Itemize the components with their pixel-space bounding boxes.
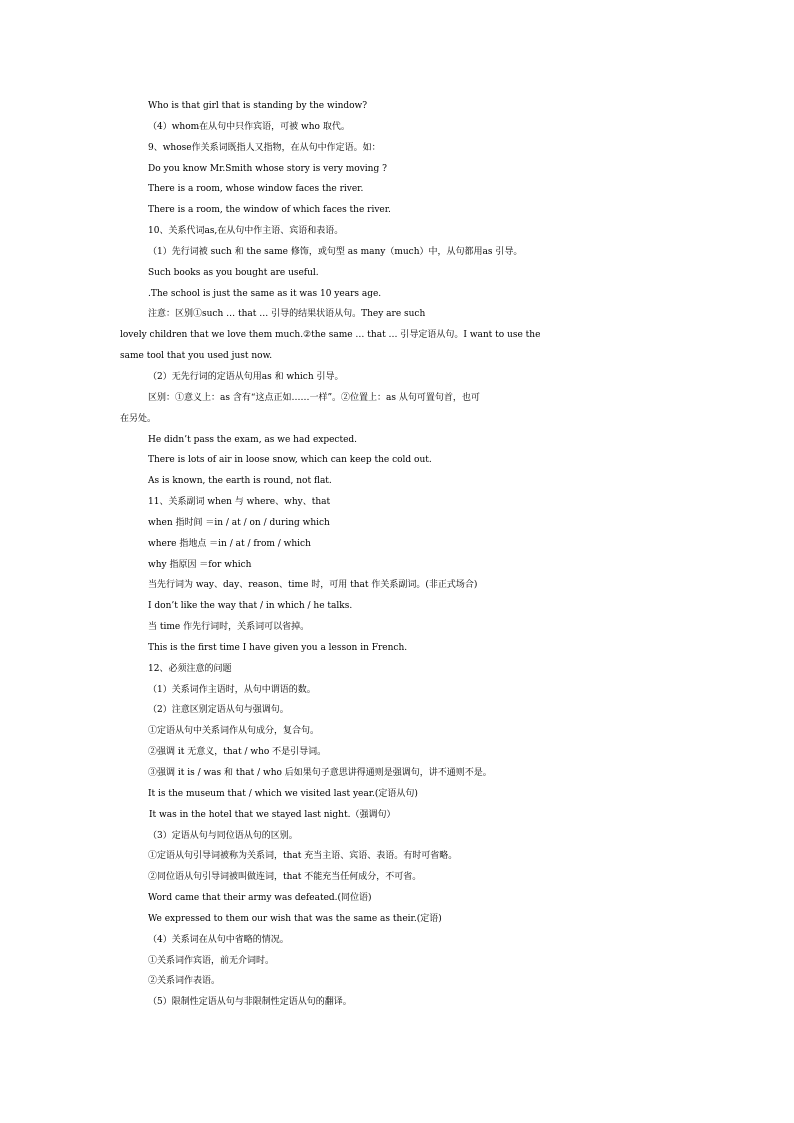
text-line-29: （1）关系词作主语时，从句中谓语的数。: [148, 684, 316, 695]
section-heading-11: 11、关系副词 when 与 where、why、that: [148, 497, 331, 508]
text-line-37: ①定语从句引导词被称为关系词，that 充当主语、宾语、表语。有时可省略。: [148, 851, 458, 862]
text-line-2: （4）whom在从句中只作宾语，可被 who 取代。: [148, 121, 350, 132]
text-line-38: ②同位语从句引导词被叫做连词，that 不能充当任何成分，不可省。: [148, 872, 422, 883]
text-line-32: ②强调 it 无意义，that / who 不是引导词。: [148, 747, 327, 758]
text-line-5: There is a room, whose window faces the river.: [148, 184, 364, 195]
text-line-22: where 指地点 ＝in / at / from / which: [148, 538, 311, 549]
text-line-11: 注意：区别①such … that … 引导的结果状语从句。They are such: [148, 309, 426, 320]
text-line-8: （1）先行词被 such 和 the same 修饰，或句型 as many（much）中，从句都用as 引导。: [148, 246, 523, 257]
text-line-10: .The school is just the same as it was 10 years age.: [148, 288, 382, 299]
text-line-34: It is the museum that / which we visited last year.(定语从句): [148, 788, 418, 799]
text-line-18: There is lots of air in loose snow, which can keep the cold out.: [148, 455, 432, 466]
text-line-24: 当先行词为 way、day、reason、time 时，可用 that 作关系副词。(非正式场合): [148, 580, 478, 591]
section-heading-12: 12、必须注意的问题: [148, 663, 232, 674]
text-line-35: It was in the hotel that we stayed last night.（强调句）: [149, 809, 396, 820]
text-line-40: We expressed to them our wish that was the same as their.(定语): [148, 913, 442, 924]
text-line-14: （2）无先行词的定语从句用as 和 which 引导。: [148, 371, 344, 382]
text-line-39: Word came that their army was defeated.(同位语): [148, 893, 372, 904]
text-line-33: ③强调 it is / was 和 that / who 后如果句子意思讲得通则是强调句，讲不通则不是。: [148, 768, 492, 778]
section-heading-9: 9、whose作关系词既指人又指物，在从句中作定语。如：: [148, 142, 381, 153]
text-line-12: lovely children that we love them much.②the same … that … 引导定语从句。I want to use the: [120, 330, 541, 341]
section-heading-10: 10、关系代词as,在从句中作主语、宾语和表语。: [148, 226, 344, 237]
text-line-36: （3）定语从句与同位语从句的区别。: [148, 830, 298, 841]
text-line-23: why 指原因 ＝for which: [148, 559, 252, 570]
text-line-27: This is the first time I have given you a lesson in French.: [148, 642, 408, 653]
text-line-15: 区别：①意义上：as 含有“这点正如……一样”。②位置上：as 从句可置句首，也可: [148, 392, 480, 403]
text-line-30: （2）注意区别定语从句与强调句。: [148, 705, 289, 716]
text-line-17: He didn’t pass the exam, as we had expected.: [148, 434, 358, 445]
document-body: [0, 96, 794, 1013]
text-line-6: There is a room, the window of which faces the river.: [148, 205, 391, 216]
text-line-26: 当 time 作先行词时，关系词可以省掉。: [148, 622, 310, 633]
text-line-1: Who is that girl that is standing by the window?: [148, 101, 368, 111]
text-line-13: same tool that you used just now.: [120, 351, 273, 362]
text-line-44: （5）限制性定语从句与非限制性定语从句的翻译。: [148, 997, 352, 1008]
text-line-25: I don’t like the way that / in which / he talks.: [148, 601, 353, 612]
text-line-42: ①关系词作宾语，前无介词时。: [148, 955, 275, 966]
text-line-16: 在另处。: [120, 413, 157, 424]
text-line-21: when 指时间 ＝in / at / on / during which: [148, 517, 330, 528]
text-line-19: As is known, the earth is round, not flat.: [148, 476, 332, 487]
text-line-4: Do you know Mr.Smith whose story is very moving ?: [148, 163, 387, 174]
text-line-41: （4）关系词在从句中省略的情况。: [148, 934, 289, 945]
text-line-9: Such books as you bought are useful.: [148, 267, 319, 278]
text-line-31: ①定语从句中关系词作从句成分，复合句。: [148, 726, 320, 737]
text-line-43: ②关系词作表语。: [148, 976, 221, 987]
